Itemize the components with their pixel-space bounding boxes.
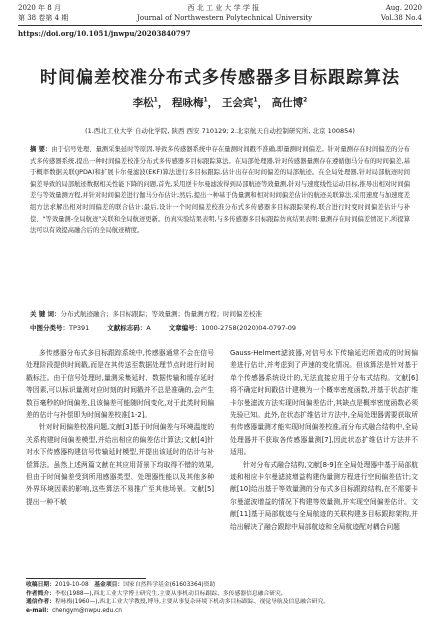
doc-label: 文献标志码： [107, 324, 147, 332]
footnote-corresponding [26, 598, 414, 607]
paper-title: 时间偏差校准分布式多传感器多目标跟踪算法 [40, 68, 400, 88]
author-separator: ， [207, 97, 219, 109]
footnote-email [26, 607, 414, 616]
classification-row [30, 323, 410, 334]
author-separator: ， [257, 97, 269, 109]
keywords [30, 309, 410, 320]
abstract-text: 由于信号处理、量测采集延时等原因,导致多传感器系统中存在量测时间戳不准确,即量测时间偏差。针对量测存在时间偏差的分布式多传感器系统,提出一种时间偏差校准分布式多传感器多目标跟踪算法。在局部处理器,针对传感器量测存在遵循伽马分布的时间偏差,基于概率数据关联(JPDA)和扩展卡尔曼滤波(EKF)算法进行多目标跟踪,估计出存在时间偏差的局部航迹。在全局处理器,针对局部航迹时间偏差导致的局部航迹数据相关性能下降的问题,首先,采用逆卡尔曼滤波得到局部航迹等效量测,针对与速度线性运动目标,推导出相对时间偏差与等效量测方程,并针对时间偏差进行伽马分布估计;然后,提出一种基于伪量测和相对时间偏差估计的航迹关联算法,采用速度与加速度差组方法求解出相对时间偏差的联合估计;最后,设计一个时间偏差校准分布式多传感器多目标跟踪架构,联合进行时变时间偏差估计与补偿、"等效量测-全局航迹"关联和全局航迹更新。仿真实验结果表明,与多传感器多目标跟踪仿真结果表明:量测存在时间偏差情况下,所提算法可以有效提高融合后的全局航迹精度。 [30, 146, 410, 235]
body-paragraph: Gauss-Helmert滤波器,对信号水下传输延迟所造成的时间偏差进行估计,并考虑到了声速的变化情况。但该算法是针对基于单个传感器系统设计的,无法直接应用于分布式结构。文献[6]将不确定时间戳估计建模为一个概率密度函数,并基于状态扩维卡尔曼滤波方法实现时间偏差估计,其缺点是概率密度函数必须先验已知。此外,在状态扩维估计方法中,全局处理器需要获取所有传感器量测才能实现时间偏差校准,而分布式融合结构中,全局处理器并不获取各传感器量测[7],因此状态扩维估计方法并不适用。 [230, 349, 418, 457]
header-journal-cn: 西 北 工 业 大 学 学 报 [187, 4, 260, 12]
header-rule [18, 25, 422, 26]
email-label: e-mail： [26, 607, 53, 614]
article-number [169, 323, 296, 334]
article-value: 1000-2758(2020)04-0797-09 [201, 324, 297, 332]
doc-value: A [146, 324, 151, 332]
header-date-cn: 2020 年 8 月 [18, 4, 61, 12]
journal-header [18, 3, 422, 27]
corr-label: 通信作者： [26, 599, 55, 606]
author-affil-mark: 1 [153, 96, 158, 104]
footnote-author [26, 590, 414, 599]
footnote-received [26, 581, 414, 590]
abstract-label: 摘 要： [30, 146, 52, 153]
document-code [107, 323, 150, 334]
author-separator: ， [157, 97, 169, 109]
article-label: 文章编号： [168, 324, 202, 332]
received-label: 收稿日期： [26, 582, 55, 588]
clc-number [30, 323, 89, 334]
corr-text: 程咏梅(1960—),西北工业大学教授,博导,主要从事复杂环境下机动多目标跟踪、视觉导航及信息融合研究。 [55, 599, 330, 606]
fund-text: 国家自然科学基金(61603364)资助 [123, 582, 216, 588]
author-name: 高仕博 [271, 97, 304, 109]
author-name: 李松 [132, 97, 154, 109]
author-affil-mark: 2 [303, 96, 308, 104]
header-volume-cn: 第 38 卷第 4 期 [18, 14, 69, 22]
clc-label: 中图分类号： [30, 324, 69, 332]
clc-value: TP391 [69, 324, 90, 332]
email-link[interactable]: chengym@nwpu.edu.cn [52, 607, 122, 614]
author-bio: 李松(1988—),西北工业大学博士研究生,主要从事机动目标跟踪、多传感器信息融合研究。 [55, 590, 287, 597]
author-name: 王会宾 [221, 97, 254, 109]
footnote-rule [26, 578, 146, 579]
affiliation: (1.西北工业大学 自动化学院, 陕西 西安 710129; 2.北京航天自动控制研究所, 北京 100854) [85, 127, 355, 135]
author-list [0, 95, 440, 110]
fund-label: 基金项目： [94, 582, 124, 588]
received-date: 2019-10-08 [55, 582, 89, 588]
doi-link[interactable]: https://doi.org/10.1051/jnwpu/20203840797 [18, 29, 191, 38]
author-affil-mark: 1 [253, 96, 258, 104]
author-name: 程咏梅 [171, 97, 204, 109]
keywords-label: 关 键 词： [30, 310, 61, 318]
header-volume-en: Vol.38 No.4 [380, 14, 422, 22]
body-column-left [26, 347, 214, 508]
body-paragraph: 针对分布式融合结构,文献[8-9]在全局处理器中基于局部航迹和相应卡尔曼滤波增益构建伪量测方程进行空间偏差估计;文献[10]给出基于等效量测的分布式多目标跟踪结构,在不需要卡尔曼滤波增益的情况下构建等效量测,并实现空间偏差估计。文献[11]基于局部航迹与全局航迹的关联构建多目标跟踪架构,并给出解决了融合跟踪中局部航迹和全局航迹配对耦合问题 [230, 460, 418, 531]
keywords-text: 分布式航迹融合；多目标跟踪；等效量测；伪量测方程；时间偏差校准 [60, 310, 263, 318]
body-paragraph: 针对时间偏差校准问题,文献[3]基于时间偏差与环境温度的关系构建时间偏差模型,并给出相应的偏差估计算法;文献[4]针对水下传感器构建信号传输延时模型,并提出该延时的估计与补偿算法。虽然上述两篇文献在其应用背景下均取得不错的效果,但由于时间偏差受到所用感器类型、处理器性能以及其他多种外界环境因素的影响,这些算法不易推广至其他场景。文献[5]提出一种不敏 [26, 423, 214, 506]
header-date-en: Aug. 2020 [385, 4, 422, 12]
abstract [30, 144, 410, 237]
header-journal-en: Journal of Northwestern Polytechnical University [137, 14, 313, 22]
author-bio-label: 作者简介： [26, 590, 55, 597]
author-affil-mark: 1 [203, 96, 208, 104]
body-paragraph: 多传感器分布式多目标跟踪系统中,传感器通常不会在信号处理阶段提供时间戳,而是在其传送至数据处理节点时进行时间戳标注。由于信号处理时,量测采集延时、数据传输和缓存延时等因素,可以标识量测对应时刻的时间戳并不总是准确的,会产生数百毫秒的时间偏差,且该偏差可能随时间变化,对于此类时间偏差的估计与补偿即为时间偏差校准[1-2]。 [26, 349, 214, 420]
footnote [26, 581, 414, 615]
body-column-right [230, 347, 418, 533]
